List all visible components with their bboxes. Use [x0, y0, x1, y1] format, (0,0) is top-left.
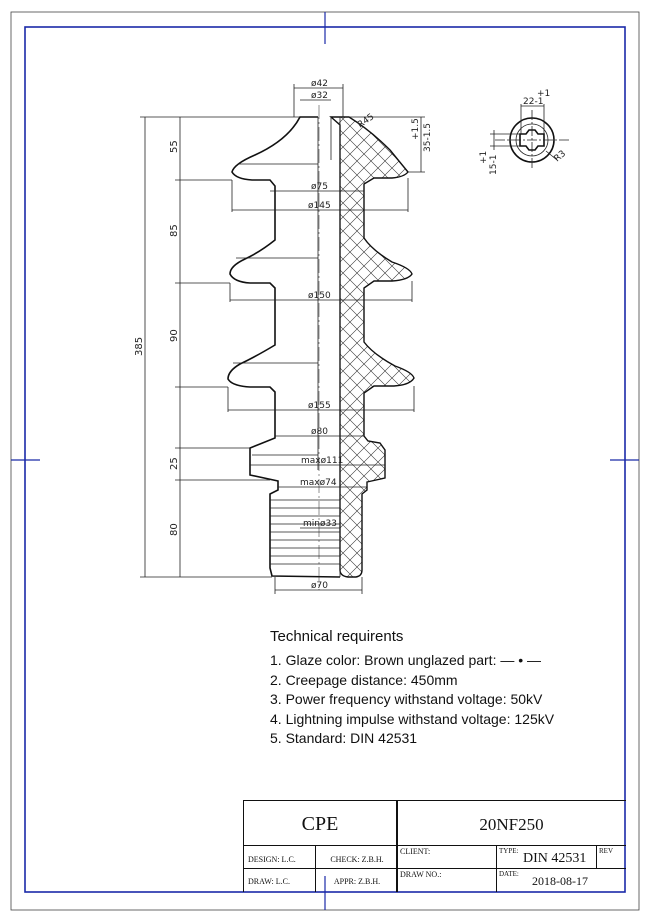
dim-d150: ø150 — [308, 291, 331, 301]
date-value: 2018-08-17 — [532, 874, 588, 888]
dim-d35: 35-1.5 — [423, 122, 433, 152]
dim-d75: ø75 — [311, 182, 328, 192]
company-name: CPE — [301, 813, 339, 835]
dim-left-15: 15-1 — [489, 154, 499, 175]
requirement-item: 1. Glaze color: Brown unglazed part: — • — — [270, 652, 542, 668]
dim-top-plus1: +1 — [537, 89, 551, 99]
technical-requirements — [270, 628, 630, 749]
dim-d155: ø155 — [308, 401, 331, 411]
requirement-item: 4. Lightning impulse withstand voltage: 125kV — [270, 710, 555, 727]
dim-dmax111: maxø111 — [301, 456, 344, 466]
dim-d70: ø70 — [311, 581, 328, 591]
design-field: DESIGN: L.C. — [248, 855, 296, 864]
requirement-item: 2. Creepage distance: 450mm — [270, 671, 458, 688]
dim-tol15: +1.5 — [411, 118, 421, 140]
dim-d145: ø145 — [308, 201, 331, 211]
dim-d80: ø80 — [311, 427, 328, 437]
date-label: DATE: — [499, 870, 519, 878]
type-value: DIN 42531 — [523, 851, 587, 866]
dim-h25: 25 — [169, 457, 180, 470]
draw-field: DRAW: L.C. — [248, 877, 290, 886]
section-hatch — [331, 117, 414, 577]
dim-h385: 385 — [134, 336, 145, 356]
part-number: 20NF250 — [479, 815, 544, 834]
title-block — [243, 800, 626, 892]
dim-r3: R3 — [552, 148, 569, 165]
dim-d32: ø32 — [311, 91, 328, 101]
insulator-section — [228, 105, 414, 590]
dim-r45: R45 — [355, 112, 377, 131]
rev-label: REV — [599, 847, 613, 855]
appr-field: APPR: Z.B.H. — [333, 877, 381, 886]
requirement-item: 5. Standard: DIN 42531 — [270, 730, 418, 747]
dim-top-22: 22-1 — [523, 97, 544, 107]
dim-left-plus1: +1 — [479, 150, 489, 164]
dim-h55: 55 — [169, 140, 180, 153]
requirements-title: Technical requirents — [270, 628, 404, 645]
dim-d42: ø42 — [311, 79, 328, 89]
requirement-item: 3. Power frequency withstand voltage: 50kV — [270, 691, 543, 708]
dim-h80: 80 — [169, 523, 180, 536]
check-field: CHECK: Z.B.H. — [330, 855, 384, 864]
dim-dmax74: maxø74 — [300, 478, 337, 488]
client-label: CLIENT: — [400, 847, 431, 856]
dim-h85: 85 — [169, 224, 180, 237]
dim-dmin33: minø33 — [303, 519, 337, 529]
dim-h90: 90 — [169, 329, 180, 342]
top-view — [479, 89, 569, 175]
drawno-label: DRAW NO.: — [400, 870, 442, 879]
type-label: TYPE: — [499, 847, 519, 855]
